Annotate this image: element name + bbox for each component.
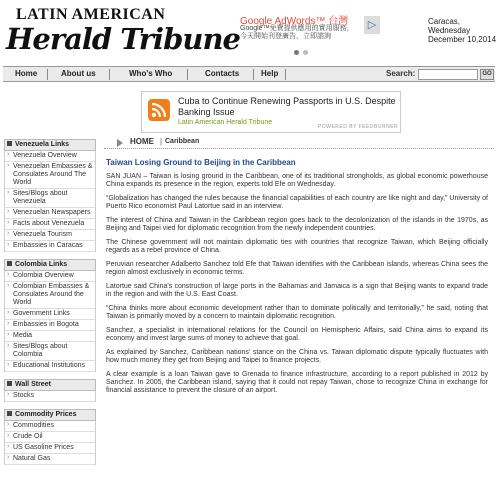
breadcrumb-home-link[interactable]: HOME [130, 137, 154, 146]
sidebar-link[interactable]: › Venezuelan Embassies & Consulates Around The World [5, 162, 95, 189]
dateline-day: Wednesday [428, 26, 471, 35]
search-label: Search: [386, 69, 416, 78]
sidebar-heading-label: Commodity Prices [15, 411, 77, 418]
ad-pager-dots [294, 42, 312, 60]
nav-divider [253, 69, 254, 80]
sidebar-heading-wall-street [4, 379, 96, 391]
square-bullet-icon [7, 381, 12, 386]
sidebar [4, 139, 96, 465]
article-paragraph: Latortue said China's construction of large ports in the Bahamas and Jamaica is a sign that Beijing wants to expand trade in the region and with the U.S. East Coast. [106, 283, 488, 298]
nav-divider [47, 69, 48, 80]
article-paragraph: A clear example is a loan Taiwan gave to Grenada to finance infrastructure, according to a report published in 2012 by Sanchez. In 2005, the Caribbean island, saying that it could not repay Taiwan, chose to recognize China in exchange for financial assistance to prevent the closure of an airport. [106, 371, 488, 394]
feed-headline-link[interactable]: Cuba to Continue Renewing Passports in U.S. Despite Banking Issue [178, 96, 396, 117]
article-paragraph: The interest of China and Taiwan in the Caribbean region goes back to the decolonization of the islands in the 1970s, as Beijing and Taipei vied for diplomatic recognition from the newly independent countries. [106, 217, 488, 232]
sidebar-heading-label: Wall Street [15, 381, 51, 388]
breadcrumb-section-link[interactable]: Caribbean [165, 138, 200, 145]
sidebar-list-colombia [4, 271, 96, 372]
sidebar-spacer [4, 252, 96, 259]
sidebar-heading-commodity-prices [4, 409, 96, 421]
sidebar-link[interactable]: › Colombia Overview [5, 271, 95, 282]
search-go-button[interactable]: GO [480, 69, 494, 80]
search-input[interactable] [418, 69, 478, 80]
nav-help[interactable]: Help [261, 69, 279, 78]
sidebar-link[interactable]: › Sites/Blogs about Venezuela [5, 189, 95, 208]
nav-home[interactable]: Home [15, 69, 38, 78]
square-bullet-icon [7, 261, 12, 266]
top-ad-banner[interactable] [214, 8, 382, 48]
sidebar-list-venezuela [4, 151, 96, 252]
sidebar-spacer [4, 372, 96, 379]
main-nav-bar [3, 66, 495, 82]
dateline-date: December 10,2014 [428, 35, 497, 44]
sidebar-link[interactable]: › Venezuela Tourism [5, 230, 95, 241]
square-bullet-icon [7, 411, 12, 416]
sidebar-heading-colombia [4, 259, 96, 271]
article-body [106, 158, 488, 401]
sidebar-link[interactable]: › Media [5, 331, 95, 342]
sidebar-link[interactable]: › Commodities [5, 421, 95, 432]
breadcrumb [104, 137, 494, 149]
rss-feed-widget [141, 91, 401, 133]
article-paragraph: Peruvian researcher Adalberto Sanchez told Efe that Taiwan identifies with the Caribbean islands, whereas China sees the region almost exclusively in economic terms. [106, 261, 488, 276]
arrow-right-icon [117, 139, 123, 147]
article-paragraph: SAN JUAN – Taiwan is losing ground in the Caribbean, one of its traditional strongholds, as global economic powerhouse China expands its presence in the region, experts told Efe on Wednesday. [106, 173, 488, 188]
ad-title[interactable]: Google AdWords™ 台灣 [240, 16, 349, 27]
sidebar-list-commodity-prices [4, 421, 96, 465]
article-paragraph: “China thinks more about economic development rather than to dominate politically and territorially,” he said, noting that Taiwan is primarily moved by a concern to maintain diplomatic recognition. [106, 305, 488, 320]
site-logo[interactable] [6, 4, 240, 60]
sidebar-link[interactable]: › Stocks [5, 391, 95, 402]
feed-source: Latin American Herald Tribune [178, 119, 273, 126]
nav-divider [285, 69, 286, 80]
sidebar-list-wall-street [4, 391, 96, 402]
square-bullet-icon [7, 141, 12, 146]
article-paragraph: The Chinese government will not maintain diplomatic ties with countries that recognize Taiwan, which Beijing officially regards as a rebel province of China. [106, 239, 488, 254]
dateline-city: Caracas, [428, 17, 461, 26]
masthead-line1: LATIN AMERICAN [16, 6, 166, 23]
article-paragraph: Sanchez, a specialist in international relations for the Council on Hemispheric Affairs, said China aims to expand its economy and invest large sums of money to achieve that goal. [106, 327, 488, 342]
ad-next-arrow-icon[interactable]: ▷ [364, 16, 380, 34]
nav-divider [109, 69, 110, 80]
sidebar-link[interactable]: › Venezuela Overview [5, 151, 95, 162]
sidebar-link[interactable]: › Sites/Blogs about Colombia [5, 342, 95, 361]
article-paragraph: “Globalization has changed the rules because the financial capabilities of each country are like night and day,” University of Puerto Rico economist Paul Latortue said in an interview. [106, 195, 488, 210]
nav-whos-who[interactable]: Who's Who [129, 69, 173, 78]
sidebar-link[interactable]: › Embassies in Caracas [5, 241, 95, 252]
sidebar-link[interactable]: › Embassies in Bogota [5, 320, 95, 331]
sidebar-heading-venezuela [4, 139, 96, 151]
sidebar-link[interactable]: › Colombian Embassies & Consulates Around the World [5, 282, 95, 309]
ad-dot-active[interactable] [294, 50, 299, 55]
sidebar-link[interactable]: › Facts about Venezuela [5, 219, 95, 230]
sidebar-link[interactable]: › Government Links [5, 309, 95, 320]
sidebar-link[interactable]: › Crude Oil [5, 432, 95, 443]
sidebar-spacer [4, 402, 96, 409]
sidebar-link[interactable]: › Venezuelan Newspapers [5, 208, 95, 219]
nav-about-us[interactable]: About us [61, 69, 96, 78]
rss-icon[interactable] [148, 99, 170, 121]
masthead-line2: Herald Tribune [6, 22, 240, 56]
sidebar-link[interactable]: › Natural Gas [5, 454, 95, 465]
nav-contacts[interactable]: Contacts [205, 69, 240, 78]
article-paragraph: As explained by Sanchez, Caribbean nations' stance on the China vs. Taiwan diplomatic dispute typically fluctuates with how much money they get from Beijing and Taipei to finance projects. [106, 349, 488, 364]
sidebar-link[interactable]: › Educational Institutions [5, 361, 95, 372]
ad-text: Google™免費提供應用的實用服務，今天開始刊登廣告，立即諮詢 [240, 25, 354, 40]
breadcrumb-separator: | [160, 137, 163, 146]
sidebar-heading-label: Venezuela Links [15, 141, 70, 148]
article-headline: Taiwan Losing Ground to Beijing in the Caribbean [106, 158, 296, 167]
ad-dot[interactable] [303, 50, 308, 55]
dateline [428, 17, 498, 44]
nav-divider [187, 69, 188, 80]
sidebar-heading-label: Colombia Links [15, 261, 68, 268]
sidebar-link[interactable]: › US Gasoline Prices [5, 443, 95, 454]
feedburner-credit[interactable]: POWERED BY FEEDBURNER [318, 124, 399, 130]
